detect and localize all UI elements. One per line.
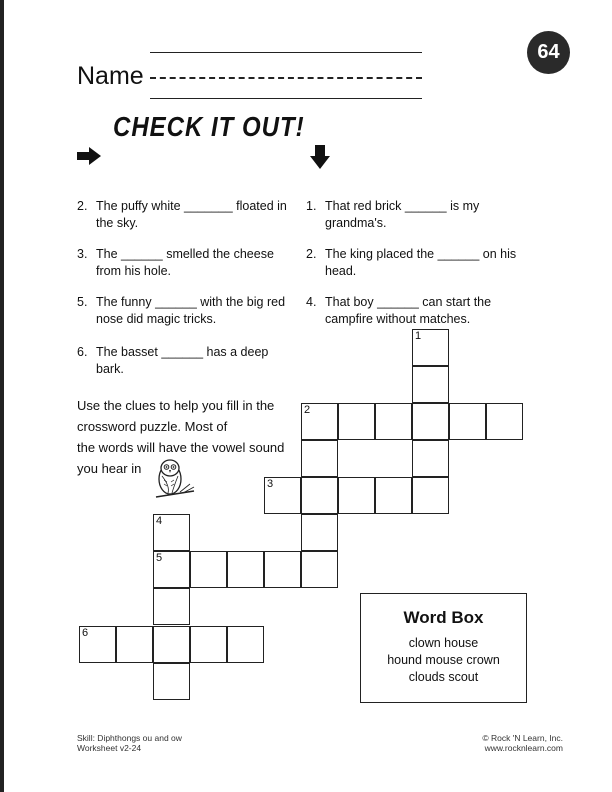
word-box [360,593,527,703]
down-clue-4 [306,294,526,328]
clue-line: That red brick ______ is my [325,199,480,213]
footer-copyright: © Rock 'N Learn, Inc. [482,733,563,743]
clue-line: campfire without matches. [325,312,471,326]
name-bottom-line [150,98,422,99]
clue-line: nose did magic tricks. [96,312,217,326]
footer-left [77,733,182,753]
page-number-badge [527,31,570,74]
grid-cell[interactable] [338,477,375,514]
down-clue-1 [306,198,526,232]
grid-cell[interactable] [153,626,190,663]
owl-icon [150,456,196,500]
grid-cell[interactable] [301,551,338,588]
page-title: CHECK IT OUT! [113,111,305,143]
grid-cell[interactable] [338,403,375,440]
clue-line: from his hole. [96,264,172,278]
name-field[interactable] [150,77,422,79]
grid-cell[interactable] [264,551,301,588]
clue-line: grandma's. [325,216,387,230]
word-box-line: hound mouse crown [387,653,500,667]
instruction-line: Use the clues to help you fill in the [77,398,275,413]
clue-number: 1. [306,199,317,213]
clue-line: The ______ smelled the cheese [96,247,274,261]
clue-line: That boy ______ can start the [325,295,492,309]
footer-skill: Skill: Diphthongs ou and ow [77,733,182,743]
grid-cell[interactable] [412,329,449,366]
footer-right [463,733,563,753]
clue-number: 5. [77,295,88,309]
clue-number: 2. [77,199,88,213]
grid-cell[interactable] [412,403,449,440]
clue-number-3: 3 [267,478,274,490]
clue-number-2: 2 [304,404,311,416]
clue-line: the sky. [96,216,139,230]
grid-cell[interactable] [301,514,338,551]
grid-cell[interactable] [116,626,153,663]
instruction-line: crossword puzzle. Most of [77,419,228,434]
word-box-line: clown house [408,636,479,650]
footer-website: www.rocknlearn.com [484,743,563,753]
word-box-line: clouds scout [408,670,479,684]
clue-number-4: 4 [156,515,163,527]
clue-number: 2. [306,247,317,261]
instruction-line: the words will have the vowel sound [77,440,285,455]
footer-worksheet: Worksheet v2-24 [77,743,142,753]
clue-number-1: 1 [415,330,422,342]
grid-cell[interactable] [153,588,190,625]
page-left-border [0,0,4,792]
across-clue-3 [77,246,292,280]
grid-cell[interactable] [190,551,227,588]
across-clue-6 [77,344,297,376]
grid-cell[interactable] [227,551,264,588]
clue-line: The funny ______ with the big red [96,295,286,309]
name-label: Name [77,62,144,90]
grid-cell[interactable] [301,477,338,514]
word-box-title: Word Box [403,608,484,627]
grid-cell[interactable] [449,403,486,440]
grid-cell[interactable] [412,440,449,477]
grid-cell[interactable] [301,403,338,440]
clue-number: 6. [77,345,88,359]
grid-cell[interactable] [412,366,449,403]
down-arrow-icon [310,145,330,169]
grid-cell[interactable] [301,440,338,477]
instruction-line: you hear in [77,461,142,476]
clue-number: 4. [306,295,317,309]
grid-cell[interactable] [227,626,264,663]
clue-number-5: 5 [156,552,163,564]
clue-line: head. [325,264,357,278]
clue-number: 3. [77,247,88,261]
grid-cell[interactable] [153,551,190,588]
clue-line: The king placed the ______ on his [325,247,517,261]
grid-cell[interactable] [190,626,227,663]
across-clue-2 [77,198,292,232]
grid-cell[interactable] [79,626,116,663]
clue-line: The puffy white _______ floated in [96,199,287,213]
down-clue-2 [306,246,526,280]
grid-cell[interactable] [153,663,190,700]
grid-cell[interactable] [375,403,412,440]
grid-cell[interactable] [375,477,412,514]
grid-cell[interactable] [153,514,190,551]
clue-line: The basset ______ has a deep bark. [96,345,269,376]
grid-cell[interactable] [486,403,523,440]
page-number: 64 [537,41,560,63]
clue-number-6: 6 [82,627,89,639]
grid-cell[interactable] [264,477,301,514]
across-clue-5 [77,294,292,328]
grid-cell[interactable] [412,477,449,514]
right-arrow-icon [77,147,101,165]
name-top-line [150,52,422,53]
